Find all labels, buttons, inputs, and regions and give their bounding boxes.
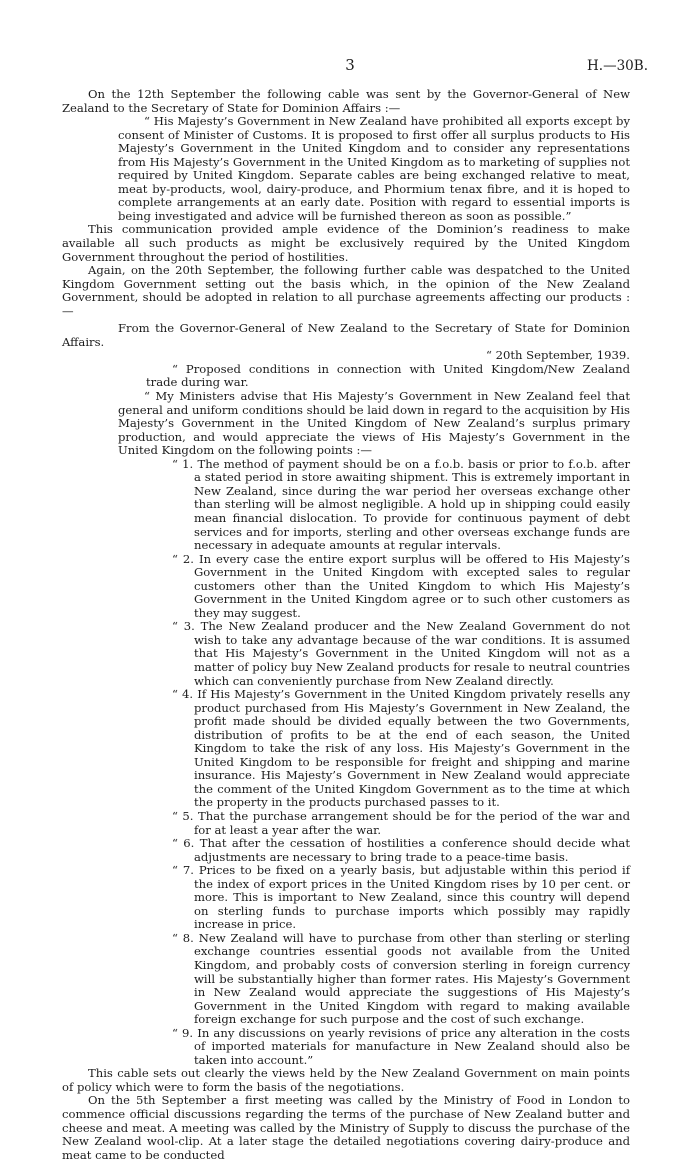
paragraph-readiness: This communication provided ample evidence of the Dominion’s readiness to make available all such products as might be exclusively required by the United Kingdom Government throughout the period of hostilities. xyxy=(62,222,630,264)
point-1: “ 1. The method of payment should be on a f.o.b. basis or prior to f.o.b. after a stated period in store awaiting shipment. This is extremely important in New Zealand, since during the war period her overseas exchange other than sterling will be almost negligible. A hold up in shipping could easily mean financial dislocation. To provide for continuous payment of debt services and for imports, sterling and other overseas exchange funds are necessary in adequate amounts at regular intervals. xyxy=(172,456,630,553)
paragraph-meetings: On the 5th September a first meeting was called by the Ministry of Food in London to commence official discussions regarding the terms of the purchase of New Zealand butter and cheese and meat. A meeting was called by the Ministry of Supply to discuss the purchase of the New Zealand wool-clip. At a later stage the detailed negotiations covering dairy-produce and meat came to be conducted xyxy=(62,1093,630,1162)
quoted-cable-1: “ His Majesty’s Government in New Zealand have prohibited all exports except by consent of Minister of Customs. It is proposed to first offer all surplus products to His Majesty’s Government in the United Kingdom and to consider any representations from His Majesty’s Government in the United Kingdom as to marketing of supplies not required by United Kingdom. Separate cables are being exchanged relative to meat, meat by-products, wool, dairy-produce, and Phormium tenax fibre, and it is hoped to complete arrangements at an early date. Position with regard to essential imports is being investigated and advice will be furnished thereon as soon as possible.” xyxy=(118,114,630,223)
point-6: “ 6. That after the cessation of hostilities a conference should decide what adjustments are necessary to bring trade to a peace-time basis. xyxy=(172,836,630,864)
page-number: 3 xyxy=(345,56,355,74)
point-3: “ 3. The New Zealand producer and the New Zealand Government do not wish to take any advantage because of the war conditions. It is assumed that His Majesty’s Government in the United Kingdom will not as a matter of policy buy New Zealand products for resale to neutral countries which can conveniently purchase from New Zealand directly. xyxy=(172,619,630,688)
point-9: “ 9. In any discussions on yearly revisions of price any alteration in the costs of imported materials for manufacture in New Zealand should also be taken into account.” xyxy=(172,1025,630,1067)
cable-heading: From the Governor-General of New Zealand to the Secretary of State for Dominion Affairs. xyxy=(62,321,630,349)
point-7: “ 7. Prices to be fixed on a yearly basis, but adjustable within this period if the index of export prices in the United Kingdom rises by 10 per cent. or more. This is important to New Zealand, since this country will depend on sterling funds to purchase imports which possibly may rapidly increase in price. xyxy=(172,863,630,932)
paragraph-second-cable: Again, on the 20th September, the following further cable was despatched to the United Kingdom Government setting out the basis which, in the opinion of the New Zealand Government, should be adopted in relation to all purchase agreements affecting our products :— xyxy=(62,263,630,318)
paragraph-intro: On the 12th September the following cable was sent by the Governor-General of New Zealand to the Secretary of State for Dominion Affairs :— xyxy=(62,87,630,115)
cable-subject: “ Proposed conditions in connection with United Kingdom/New Zealand trade during war. xyxy=(146,361,630,390)
point-2: “ 2. In every case the entire export surplus will be offered to His Majesty’s Government in the United Kingdom with excepted sales to regular customers other than the United Kingdom to which His Majesty’s Government in the United Kingdom agree or to such other customers as they may suggest. xyxy=(172,551,630,620)
cable-date: “ 20th September, 1939. xyxy=(485,348,630,363)
document-reference: H.—30B. xyxy=(587,58,648,74)
cable-preamble: “ My Ministers advise that His Majesty’s Government in New Zealand feel that general and uniform conditions should be laid down in regard to the acquisition by His Majesty’s Government in the United Kingdom of New Zealand’s surplus primary production, and would appreciate the views of His Majesty’s Government in the United Kingdom on the following points :— xyxy=(118,389,630,458)
document-body xyxy=(62,88,630,1162)
point-5: “ 5. That the purchase arrangement should be for the period of the war and for at least a year after the war. xyxy=(172,808,630,837)
point-8: “ 8. New Zealand will have to purchase from other than sterling or sterling exchange countries essential goods not available from the United Kingdom, and probably costs of conversion sterling in foreign currency will be substantially higher than former rates. His Majesty’s Government in New Zealand would appreciate the suggestions of His Majesty’s Government in the United Kingdom with regard to making available foreign exchange for such purpose and the cost of such exchange. xyxy=(172,930,630,1027)
point-4: “ 4. If His Majesty’s Government in the United Kingdom privately resells any product purchased from His Majesty’s Government in New Zealand, the profit made should be divided equally between the two Governments, distribution of profits to be at the end of each season, the United Kingdom to take the risk of any loss. His Majesty’s Government in the United Kingdom to be responsible for freight and shipping and marine insurance. His Majesty’s Government in New Zealand would appreciate the comment of the United Kingdom Government as to the time at which the property in the products purchased passes to it. xyxy=(172,687,630,810)
paragraph-summary: This cable sets out clearly the views held by the New Zealand Government on main points of policy which were to form the basis of the negotiations. xyxy=(62,1066,630,1094)
